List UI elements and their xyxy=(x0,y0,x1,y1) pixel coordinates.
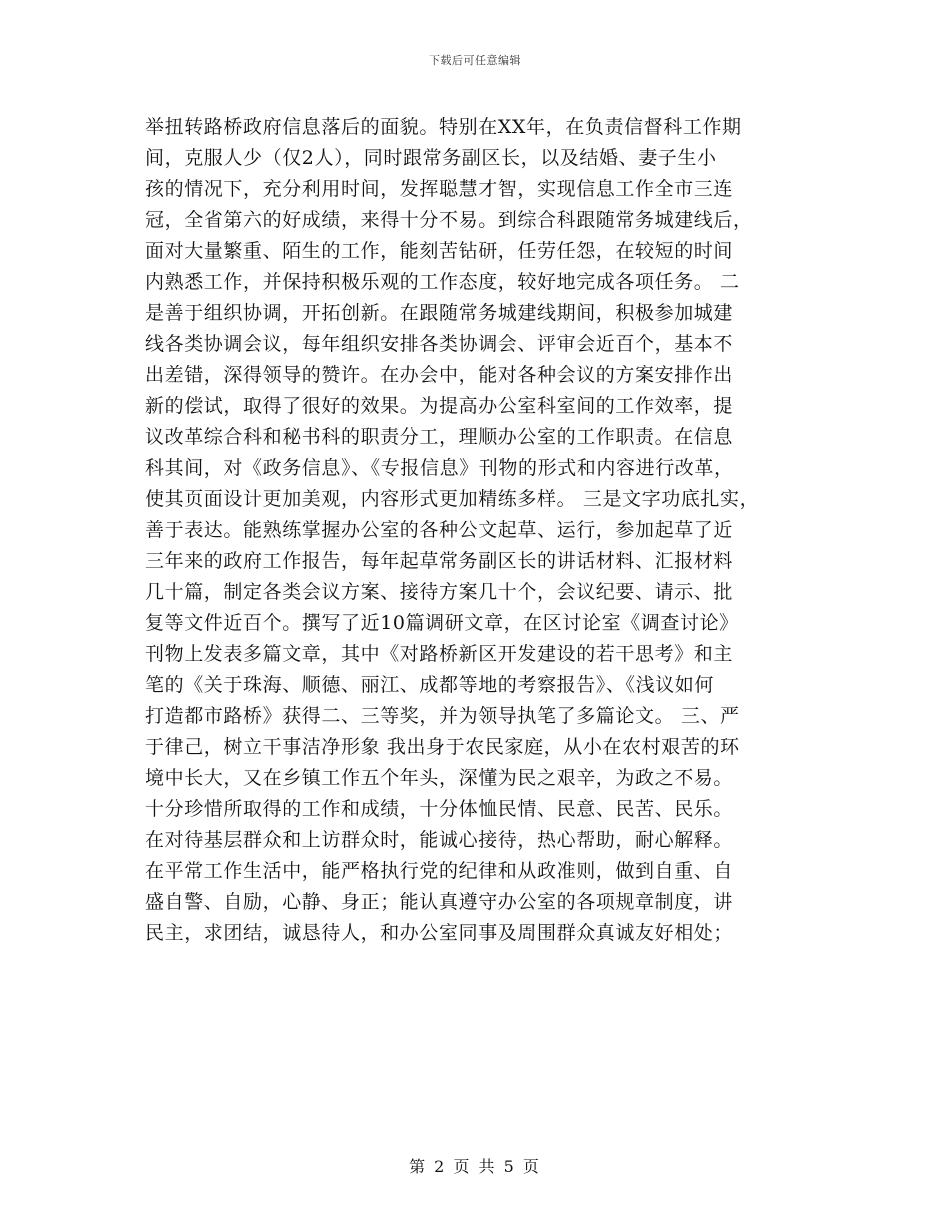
text-line: 三年来的政府工作报告，每年起草常务副区长的讲话材料、汇报材料 xyxy=(145,550,734,572)
text-line: 出差错，深得领导的赞许。在办会中，能对各种会议的方案安排作出 xyxy=(145,364,734,386)
text-line: 间，克服人少（仅2人），同时跟常务副区长，以及结婚、妻子生小 xyxy=(145,147,717,169)
text-line: 是善于组织协调，开拓创新。在跟随常务城建线期间，积极参加城建 xyxy=(145,302,734,324)
text-line: 笔的《关于珠海、顺德、丽江、成都等地的考察报告》、《浅议如何 xyxy=(145,674,715,696)
text-line: 在平常工作生活中，能严格执行党的纪律和从政准则，做到自重、自 xyxy=(145,860,734,882)
text-line: 使其页面设计更加美观，内容形式更加精练多样。 三是文字功底扎实， xyxy=(145,488,760,510)
text-line: 内熟悉工作，并保持积极乐观的工作态度，较好地完成各项任务。 二 xyxy=(145,271,740,293)
text-line: 孩的情况下，充分利用时间，发挥聪慧才智，实现信息工作全市三连 xyxy=(145,178,734,200)
text-line: 于律己，树立干事洁净形象 我出身于农民家庭，从小在农村艰苦的环 xyxy=(145,736,740,758)
text-line: 几十篇，制定各类会议方案、接待方案几十个，会议纪要、请示、批 xyxy=(145,581,734,603)
text-line: 线各类协调会议，每年组织安排各类协调会、评审会近百个，基本不 xyxy=(145,333,734,355)
text-line: 面对大量繁重、陌生的工作，能刻苦钻研，任劳任怨，在较短的时间 xyxy=(145,240,734,262)
text-line: 议改革综合科和秘书科的职责分工，理顺办公室的工作职责。在信息 xyxy=(145,426,734,448)
text-line: 善于表达。能熟练掌握办公室的各种公文起草、运行，参加起草了近 xyxy=(145,519,734,541)
text-line: 新的偿试，取得了很好的效果。为提高办公室科室间的工作效率，提 xyxy=(145,395,734,417)
text-line: 十分珍惜所取得的工作和成绩，十分体恤民情、民意、民苦、民乐。 xyxy=(145,798,734,820)
text-line: 民主，求团结，诚恳待人，和办公室同事及周围群众真诚友好相处； xyxy=(145,922,734,944)
text-line: 冠，全省第六的好成绩，来得十分不易。到综合科跟随常务城建线后， xyxy=(145,209,753,231)
text-line: 复等文件近百个。撰写了近10篇调研文章，在区讨论室《调查讨论》 xyxy=(145,612,739,634)
page-number: 第 2 页 共 5 页 xyxy=(409,1157,541,1176)
text-line: 打造都市路桥》获得二、三等奖，并为领导执笔了多篇论文。 三、严 xyxy=(145,705,740,727)
page-header: 下载后可任意编辑 xyxy=(429,54,521,67)
text-line: 盛自警、自励，心静、身正；能认真遵守办公室的各项规章制度，讲 xyxy=(145,891,734,913)
text-line: 境中长大，又在乡镇工作五个年头，深懂为民之艰辛，为政之不易。 xyxy=(145,767,734,789)
document-body xyxy=(145,112,815,949)
text-line: 在对待基层群众和上访群众时，能诚心接待，热心帮助，耐心解释。 xyxy=(145,829,734,851)
text-line: 举扭转路桥政府信息落后的面貌。特别在XX年，在负责信督科工作期 xyxy=(145,116,742,138)
text-line: 科其间，对《政务信息》、《专报信息》刊物的形式和内容进行改革， xyxy=(145,457,734,479)
text-line: 刊物上发表多篇文章，其中《对路桥新区开发建设的若干思考》和主 xyxy=(145,643,734,665)
